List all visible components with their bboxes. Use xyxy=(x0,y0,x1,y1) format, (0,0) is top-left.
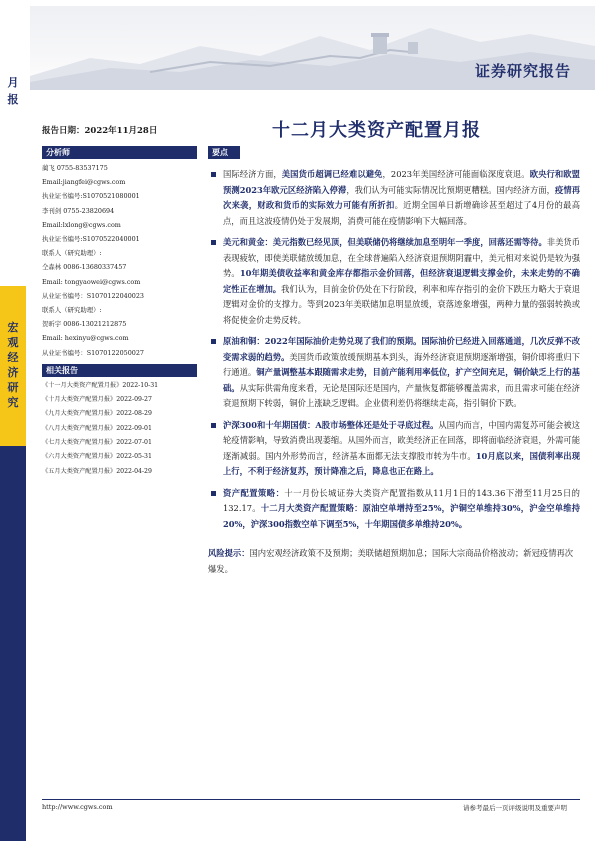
text-run: 从实际供需角度来看，无论是国际还是国内，产量恢复都能够覆盖需求，而且需求可能在经济衰退预期下转弱，铜价上涨缺乏逻辑。企业债利差仍将继续走高，指引铜价下跌。 xyxy=(223,382,580,408)
analyst-line: 联系人（研究助理）: xyxy=(42,249,102,258)
summary-paragraph-oil-copper xyxy=(208,334,580,412)
highlight-run: 美国货币超调已经难以避免 xyxy=(281,169,383,179)
left-column xyxy=(42,146,197,479)
highlight-run: 沪深300和十年期国债： xyxy=(223,419,316,430)
text-run: 十一月份长城证券大类资产配置指数从11月1日的143.36下滑至11月25日的132.17。 xyxy=(223,487,580,513)
text-run: 国际经济方面， xyxy=(223,169,282,179)
side-band-top xyxy=(0,0,26,286)
text-run: 非美货币表现疲软，即使美联储放缓加息，在全球普遍陷入经济衰退预期阴霾中，美元相对来说仍是较为强势。 xyxy=(223,237,580,278)
side-month-label xyxy=(0,74,26,108)
risk-warning-text: 国内宏观经济政策不及预期；美联储超预期加息；国际大宗商品价格波动；新冠疫情再次爆发。 xyxy=(208,548,574,574)
analyst-line: Email:jiangfei@cgws.com xyxy=(42,178,126,187)
report-date xyxy=(42,124,157,136)
report-type-label: 证券研究报告 xyxy=(474,62,571,80)
side-category-label xyxy=(0,320,26,410)
report-date-value: 2022年11月28日 xyxy=(84,126,158,136)
header-banner xyxy=(30,6,595,90)
related-report-item[interactable]: 《八月大类资产配置月报》2022-09-01 xyxy=(42,424,152,432)
text-run: ，我们认为可能实际情况比预期更糟糕。国内经济方面， xyxy=(346,184,555,195)
summary-paragraph-dollar-gold xyxy=(208,235,580,328)
footer-disclaimer-note: 请参考最后一页评级说明及重要声明 xyxy=(463,804,567,812)
highlight-run: 资产配置策略： xyxy=(223,487,285,498)
analyst-heading: 分析师 xyxy=(42,146,197,159)
related-report-item[interactable]: 《五月大类资产配置月报》2022-04-29 xyxy=(42,467,152,475)
report-date-label: 报告日期： xyxy=(42,126,85,136)
text-run: 我们认为，目前金价仍处在下行阶段，利率和库存指引的金价下跌压力略大于衰退逻辑对金价的支撑力。等到2023年美联储加息明显放缓，衰落迹象增强，两种力量的强弱转换或将促使金价走势反转。 xyxy=(223,283,580,325)
highlight-run: 10年期美债收益率和黄金库存都指示金价回落，但经济衰退逻辑支撑金价，未来走势的不确定性正在增加。 xyxy=(223,268,580,294)
analyst-line: Email: tongyaowei@cgws.com xyxy=(42,277,141,286)
related-report-item[interactable]: 《十月大类资产配置月报》2022-09-27 xyxy=(42,396,152,404)
related-report-item[interactable]: 《七月大类资产配置月报》2022-07-01 xyxy=(42,439,152,447)
analyst-line: 执业证书编号:S1070521080001 xyxy=(42,192,140,201)
text-run: ，2023年美国经济可能面临深度衰退。 xyxy=(382,169,530,179)
risk-warning-label: 风险提示： xyxy=(208,548,250,558)
bullet-square-icon xyxy=(211,423,216,428)
related-report-item[interactable]: 《九月大类资产配置月报》2022-08-29 xyxy=(42,410,152,418)
text-run: 从国内而言，中国内需复苏可能会被这轮疫情影响，导致消费出现萎缩。从国外而言，欧美经济正在回落，即将面临经济衰退，外需可能逐渐减弱。国内外形势而言，经济基本面都无法支撑股市转为牛市。 xyxy=(223,419,580,461)
text-run: 。近期全国单日新增确诊甚至超过了4月份的最高点，而且这波疫情仍处于发展期，消费可能在疫情影响下大幅回落。 xyxy=(223,200,580,226)
analyst-line: Email: hexinyu@cgws.com xyxy=(42,334,129,343)
analyst-line: 仝森林 0086-13680337457 xyxy=(42,263,127,272)
analyst-line: 李刊剑 0755-23820694 xyxy=(42,206,115,215)
related-reports-heading: 相关报告 xyxy=(42,364,197,377)
summary-paragraph-economy xyxy=(208,167,580,229)
summary-column xyxy=(208,146,580,577)
side-month-text: 月报 xyxy=(7,76,19,106)
page-title: 十二月大类资产配置月报 xyxy=(272,120,481,141)
highlight-run: A股市场整体还是处于寻底过程。 xyxy=(315,419,439,430)
bullet-square-icon xyxy=(211,172,216,177)
bullet-square-icon xyxy=(211,240,216,245)
analyst-line: 贺昕宇 0086-13021212875 xyxy=(42,320,127,329)
analyst-line: Email:lxlong@cgws.com xyxy=(42,220,121,229)
analyst-line: 联系人（研究助理）: xyxy=(42,306,102,315)
highlight-run: 原油和铜：2022年国际油价走势兑现了我们的预期。国际油价已经进入回落通道，几次反弹不改变需求弱的趋势。 xyxy=(223,336,580,362)
related-report-item[interactable]: 《六月大类资产配置月报》2022-05-31 xyxy=(42,453,152,461)
text-run: 美国货币政策放缓预期基本到头，海外经济衰退预期逐渐增强，铜价即将重归下行通道。 xyxy=(223,351,580,377)
analyst-line: 从业证书编号：S1070122040023 xyxy=(42,291,144,300)
highlight-run: 十二月大类资产配置策略：原油空单增持至25%，沪铜空单维持30%，沪金空单维持20%，沪深300指数空单下调至5%，十年期国债多单维持20%。 xyxy=(223,503,580,529)
side-category-text: 宏观经济研究 xyxy=(7,321,19,409)
related-reports-list xyxy=(42,379,197,479)
highlight-run: 铜产量调整基本跟随需求走势，目前产能利用率低位，扩产空间充足，铜价缺乏上行的基础。 xyxy=(223,367,580,393)
footer-divider xyxy=(42,799,580,800)
summary-heading: 要点 xyxy=(208,146,240,159)
footer-url-link[interactable]: http://www.cgws.com xyxy=(42,803,113,811)
analyst-line: 执业证书编号:S1070522040001 xyxy=(42,235,140,244)
bullet-square-icon xyxy=(211,491,216,496)
summary-paragraph-allocation xyxy=(208,486,580,533)
analyst-list xyxy=(42,161,197,360)
risk-warning xyxy=(208,546,580,577)
summary-paragraph-equity-bond xyxy=(208,418,580,480)
analyst-line: 蔺飞 0755-83537175 xyxy=(42,164,108,172)
highlight-run: 美元和黄金：美元指数已经见顶，但美联储仍将继续加息至明年一季度，回落还需等待。 xyxy=(223,237,547,247)
highlight-run: 10月底以来，国债利率出现上行，不利于经济复苏，预计降准之后，降息也正在路上。 xyxy=(223,450,580,476)
bullet-square-icon xyxy=(211,339,216,344)
highlight-run: 欧央行和欧盟预测2023年欧元区经济陷入停滞 xyxy=(223,169,580,195)
highlight-run: 疫情再次来袭，财政和货币的实际效力可能有所折扣 xyxy=(223,184,580,210)
related-report-item[interactable]: 《十一月大类资产配置月报》2022-10-31 xyxy=(42,381,159,389)
analyst-line: 从业证书编号：S1070122050027 xyxy=(42,348,144,357)
